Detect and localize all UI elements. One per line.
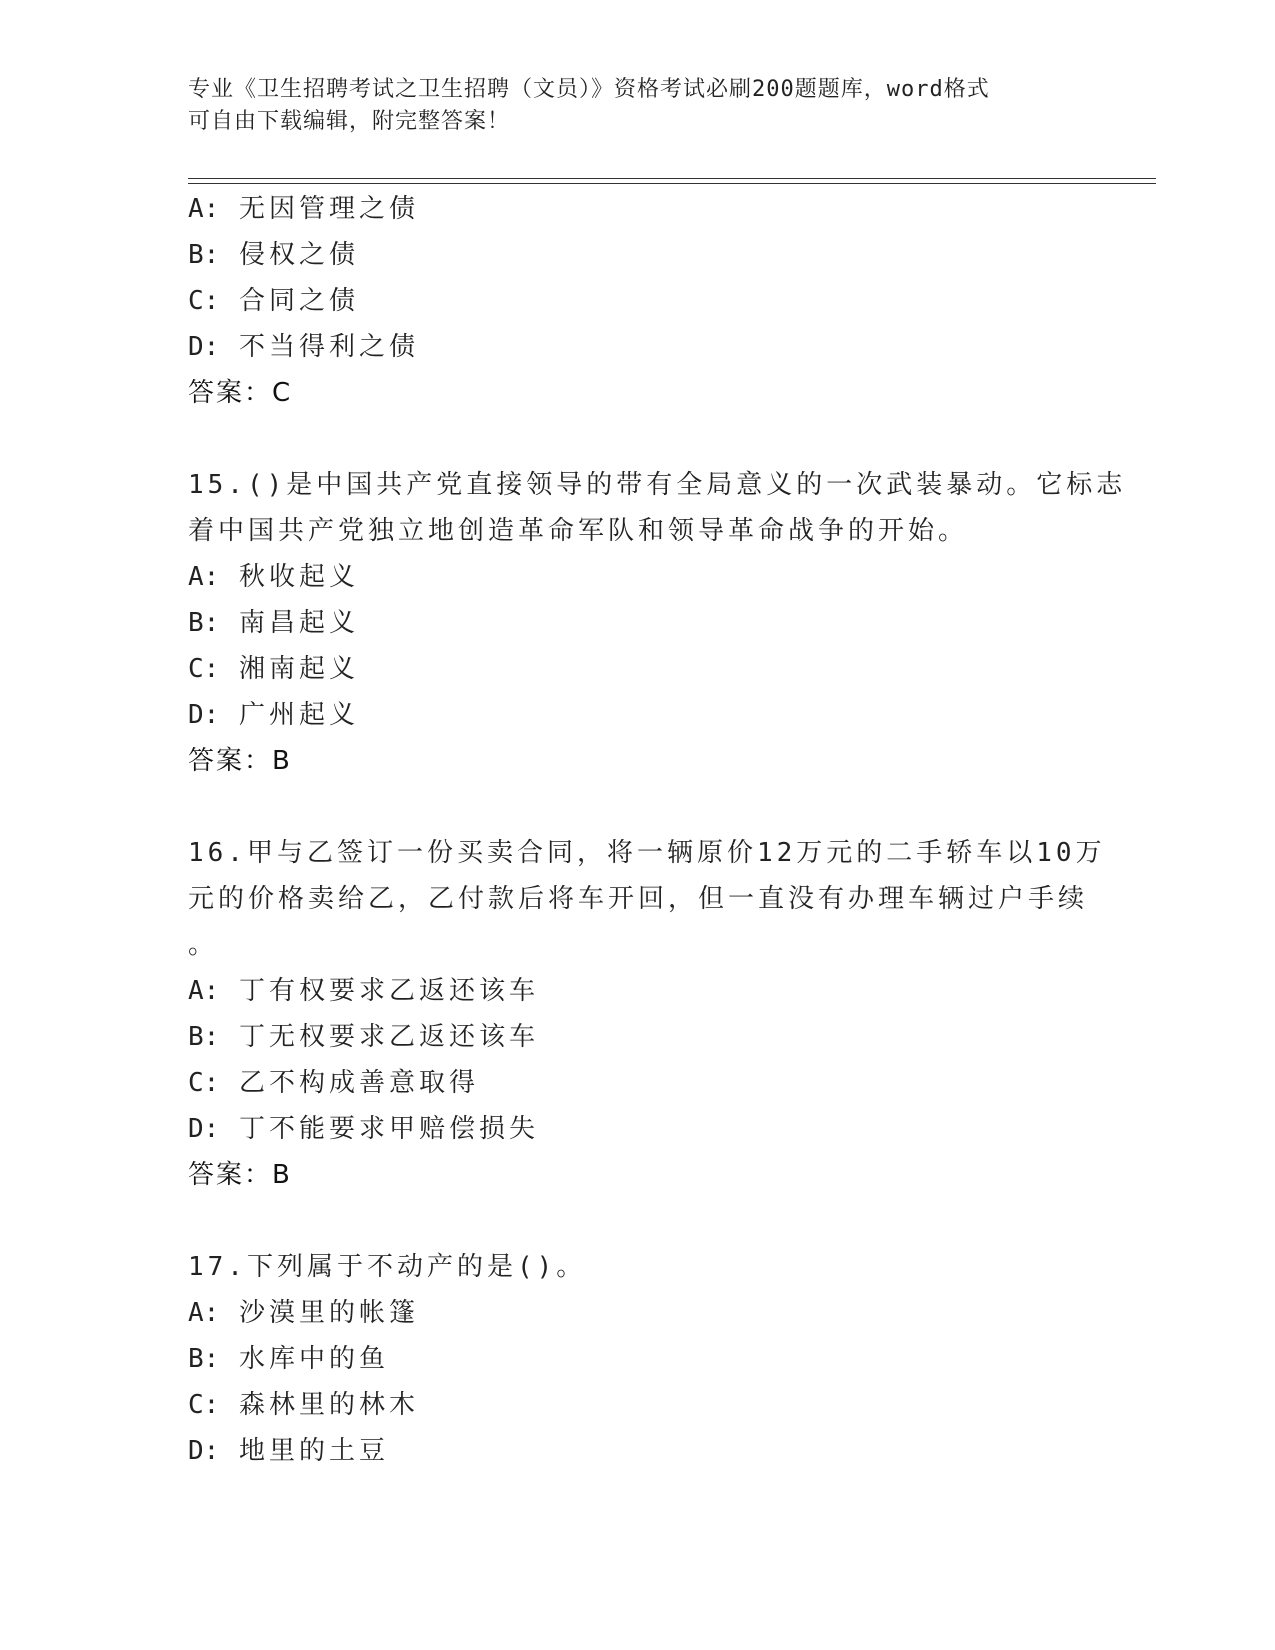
answer-15: 答案：B bbox=[188, 746, 292, 776]
header-line-2: 可自由下载编辑，附完整答案！ bbox=[188, 109, 511, 134]
answer-16: 答案：B bbox=[188, 1160, 292, 1190]
option-b: B: 南昌起义 bbox=[188, 608, 359, 638]
spacer bbox=[188, 1198, 1088, 1244]
option-c: C: 乙不构成善意取得 bbox=[188, 1068, 479, 1098]
question-stem-line: 。 bbox=[188, 930, 219, 960]
question-16 bbox=[188, 830, 1106, 1198]
option-a: A: 秋收起义 bbox=[188, 562, 359, 592]
question-stem-line: 着中国共产党独立地创造革命军队和领导革命战争的开始。 bbox=[188, 516, 969, 546]
option-b: B: 丁无权要求乙返还该车 bbox=[188, 1022, 539, 1052]
question-15 bbox=[188, 462, 1127, 784]
header-divider-top bbox=[188, 178, 1156, 179]
option-d: D: 地里的土豆 bbox=[188, 1436, 389, 1466]
option-a: A: 丁有权要求乙返还该车 bbox=[188, 976, 539, 1006]
answer-14: 答案：C bbox=[188, 378, 293, 408]
option-b: B: 侵权之债 bbox=[188, 240, 359, 270]
question-stem-line: 16.甲与乙签订一份买卖合同，将一辆原价12万元的二手轿车以10万 bbox=[188, 838, 1106, 868]
header-line-1: 专业《卫生招聘考试之卫生招聘（文员）》资格考试必刷200题题库，word格式 bbox=[188, 77, 990, 102]
option-c: C: 森林里的林木 bbox=[188, 1390, 419, 1420]
option-a: A: 沙漠里的帐篷 bbox=[188, 1298, 419, 1328]
spacer bbox=[188, 416, 1088, 462]
option-a: A: 无因管理之债 bbox=[188, 194, 419, 224]
document-header bbox=[188, 74, 1068, 138]
header-divider-bottom bbox=[188, 183, 1156, 184]
question-content bbox=[188, 186, 1127, 1474]
option-c: C: 合同之债 bbox=[188, 286, 359, 316]
question-17 bbox=[188, 1244, 1088, 1474]
question-14-options bbox=[188, 186, 1088, 416]
spacer bbox=[188, 784, 1088, 830]
option-c: C: 湘南起义 bbox=[188, 654, 359, 684]
option-d: D: 不当得利之债 bbox=[188, 332, 419, 362]
question-stem-line: 元的价格卖给乙，乙付款后将车开回，但一直没有办理车辆过户手续 bbox=[188, 884, 1089, 914]
question-stem-line: 17.下列属于不动产的是()。 bbox=[188, 1252, 587, 1282]
question-stem-line: 15.()是中国共产党直接领导的带有全局意义的一次武装暴动。它标志 bbox=[188, 470, 1127, 500]
option-d: D: 丁不能要求甲赔偿损失 bbox=[188, 1114, 539, 1144]
option-d: D: 广州起义 bbox=[188, 700, 359, 730]
option-b: B: 水库中的鱼 bbox=[188, 1344, 389, 1374]
